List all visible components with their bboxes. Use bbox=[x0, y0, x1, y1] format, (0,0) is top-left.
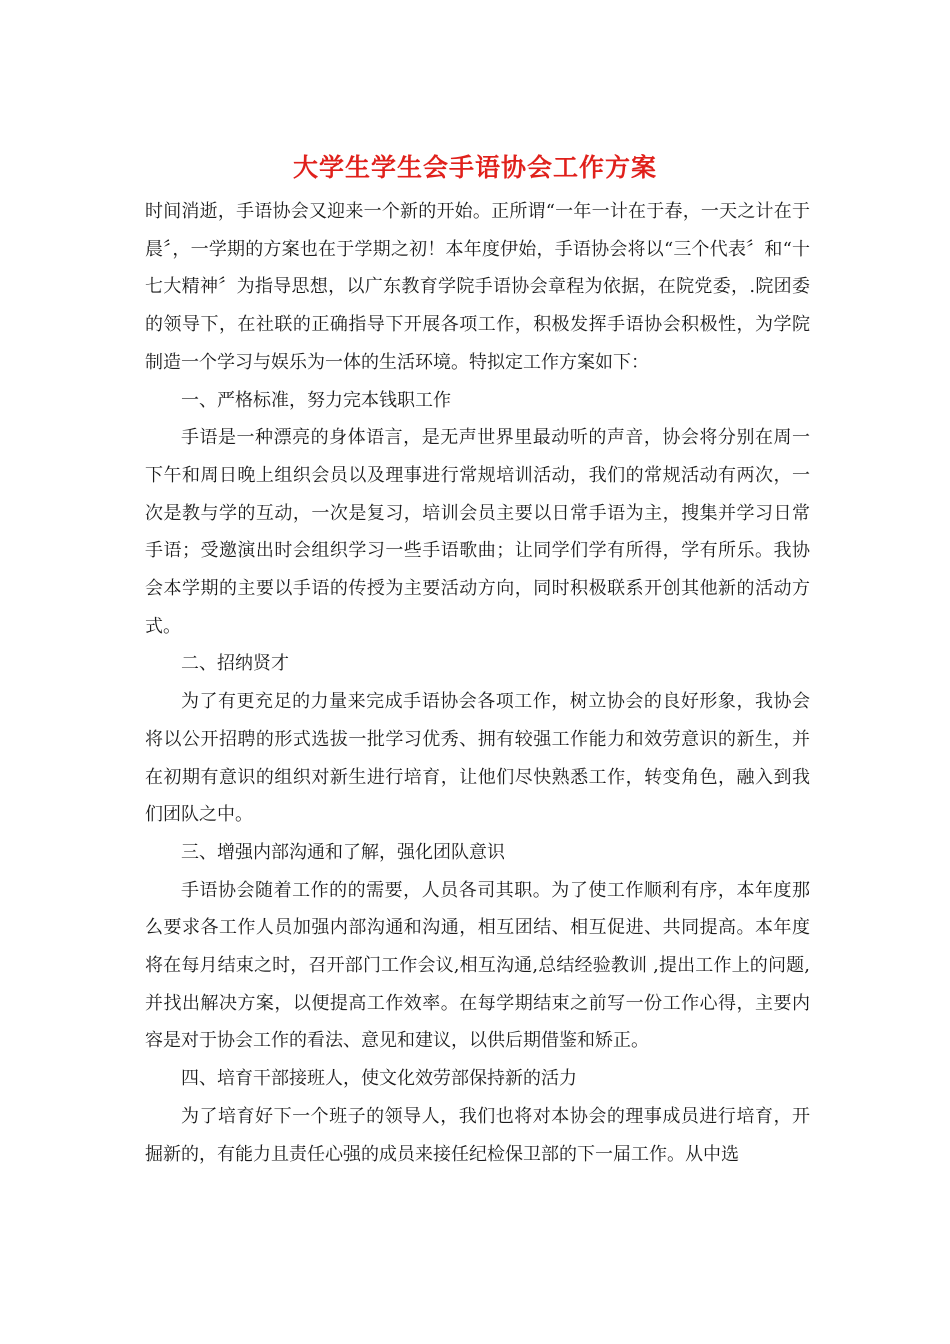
section-4-heading: 四、培育干部接班人，使文化效劳部保持新的活力 bbox=[181, 1068, 577, 1090]
section-3-body: 手语协会随着工作的的需要，人员各司其职。为了使工作顺利有序，本年度那么要求各工作人员加强内部沟通和沟通，相互团结、相互促进、共同提高。本年度将在每月结束之时，召开部门工作会议,相互沟通,总结经验教训 ,提出工作上的问题,并找出解决方案，以便提高工作效率。在每学期结束之前写一份工作心得，主要内容是对于协会工作的看法、意见和建议，以供后期借鉴和矫正。 bbox=[145, 879, 810, 1052]
section-2-heading: 二、招纳贤才 bbox=[181, 653, 289, 675]
section-1-body: 手语是一种漂亮的身体语言，是无声世界里最动听的声音，协会将分别在周一下午和周日晚上组织会员以及理事进行常规培训活动，我们的常规活动有两次，一次是教与学的互动，一次是复习，培训会员主要以日常手语为主，搜集并学习日常手语；受邀演出时会组织学习一些手语歌曲；让同学们学有所得，学有所乐。我协会本学期的主要以手语的传授为主要活动方向，同时积极联系开创其他新的活动方式。 bbox=[145, 427, 810, 637]
section-3-heading: 三、增强内部沟通和了解，强化团队意识 bbox=[181, 841, 505, 863]
section-2-body: 为了有更充足的力量来完成手语协会各项工作，树立协会的良好形象，我协会将以公开招聘的形式选拔一批学习优秀、拥有较强工作能力和效劳意识的新生，并在初期有意识的组织对新生进行培育，让他们尽快熟悉工作，转变角色，融入到我们团队之中。 bbox=[145, 691, 810, 826]
document-body bbox=[145, 193, 810, 1173]
section-1-heading: 一、严格标准，努力完本钱职工作 bbox=[181, 389, 451, 411]
intro-paragraph: 时间消逝，手语协会又迎来一个新的开始。正所谓“一年一计在于春，一天之计在于晨〞，一学期的方案也在于学期之初！本年度伊始，手语协会将以“三个代表〞和“十七大精神〞为指导思想，以广东教育学院手语协会章程为依据，在院党委，.院团委的领导下，在社联的正确指导下开展各项工作，积极发挥手语协会积极性，为学院制造一个学习与娱乐为一体的生活环境。特拟定工作方案如下： bbox=[145, 201, 810, 373]
section-4-body: 为了培育好下一个班子的领导人，我们也将对本协会的理事成员进行培育，开掘新的，有能力且责任心强的成员来接任纪检保卫部的下一届工作。从中选 bbox=[145, 1105, 810, 1165]
document-title: 大学生学生会手语协会工作方案 bbox=[292, 153, 657, 182]
